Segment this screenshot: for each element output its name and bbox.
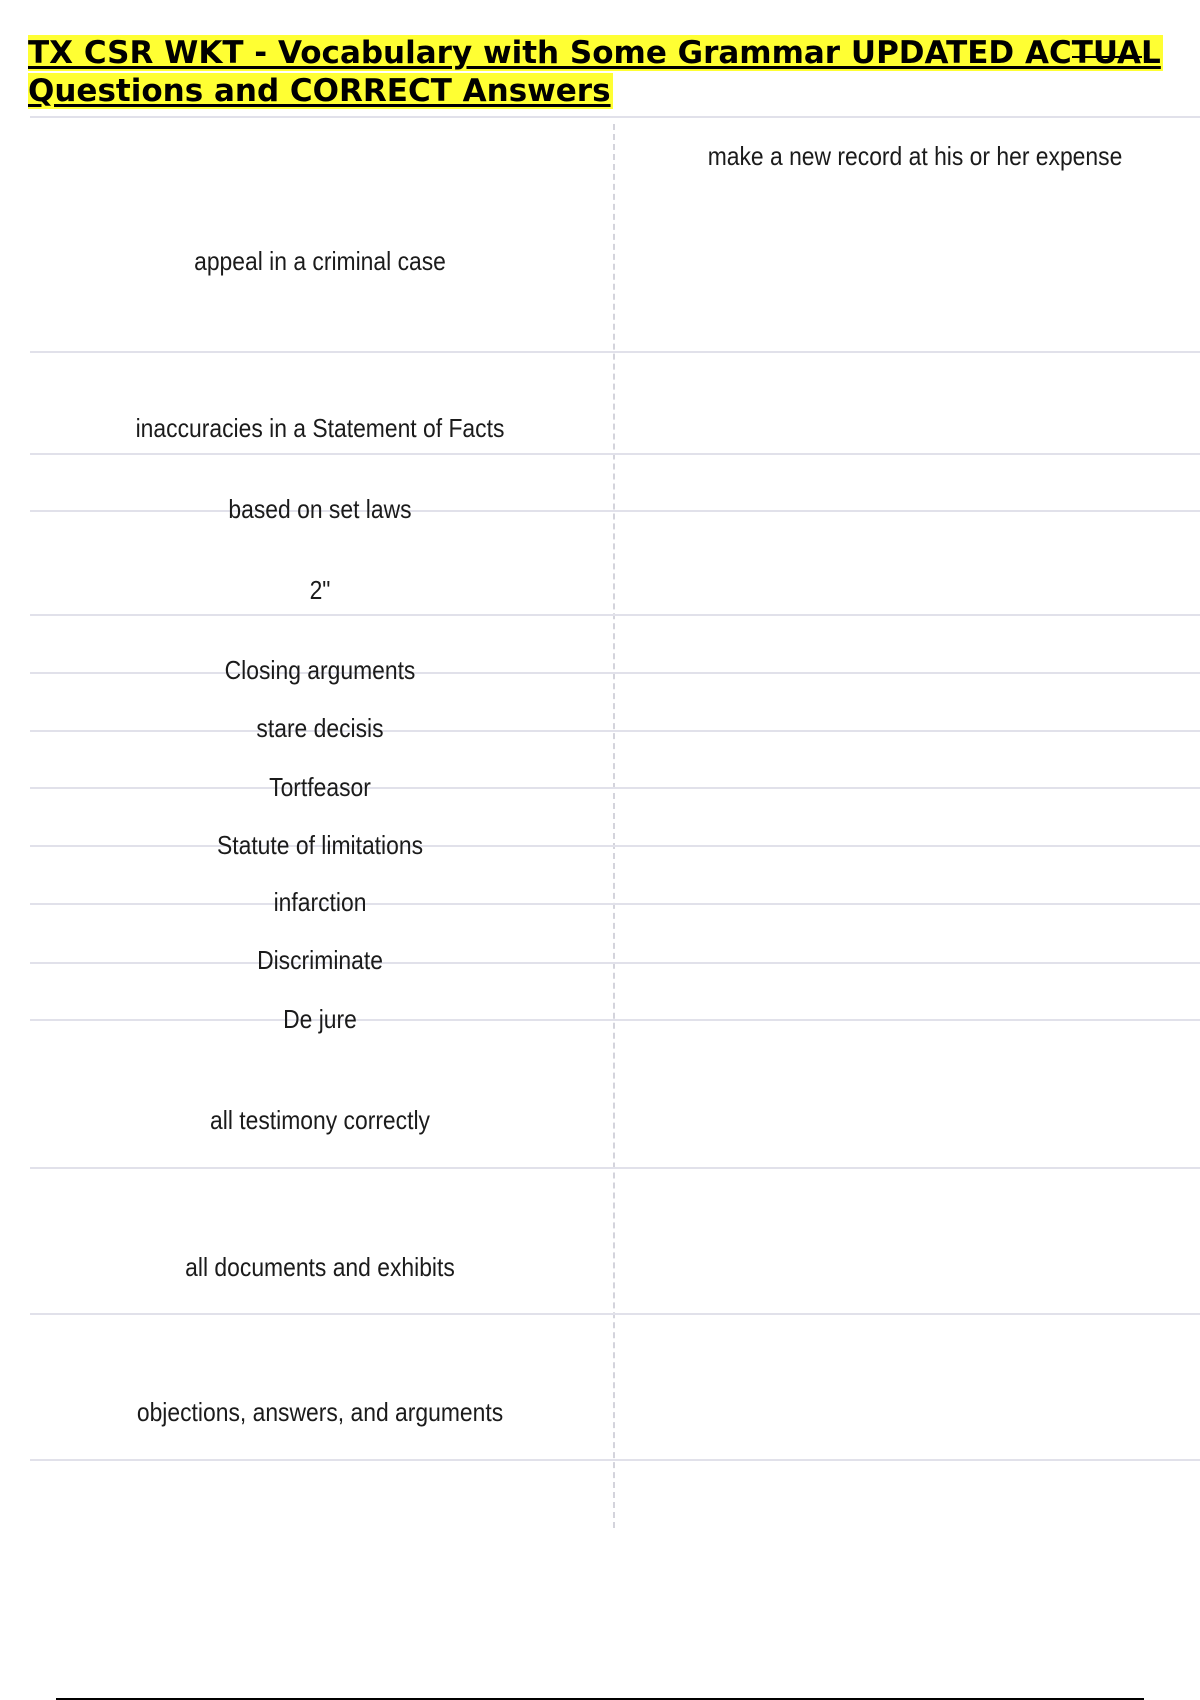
term-cell-9: infarction xyxy=(273,887,367,917)
row-rule xyxy=(30,1459,1200,1461)
term-cell-14: objections, answers, and arguments xyxy=(136,1397,504,1427)
row-rule xyxy=(30,1313,1200,1315)
title-rule xyxy=(1072,56,1142,58)
term-cell-5: Closing arguments xyxy=(224,655,416,685)
row-rule xyxy=(30,1167,1200,1169)
row-rule xyxy=(30,730,1200,732)
term-cell-6: stare decisis xyxy=(256,713,384,743)
term-cell-1: appeal in a criminal case xyxy=(194,246,446,276)
title-line-1-text: TX CSR WKT - Vocabulary with Some Grammar UPDATED ACTUAL xyxy=(28,35,1161,71)
document-title xyxy=(28,34,1161,110)
term-cell-13: all documents and exhibits xyxy=(185,1252,455,1282)
title-line-2 xyxy=(28,72,1148,110)
row-rule xyxy=(30,614,1200,616)
column-divider xyxy=(613,124,615,1528)
answer-cell-1: make a new record at his or her expense xyxy=(707,141,1123,171)
row-rule xyxy=(30,1019,1200,1021)
row-rule xyxy=(30,453,1200,455)
row-rule xyxy=(30,962,1200,964)
row-rule xyxy=(30,510,1200,512)
term-cell-7: Tortfeasor xyxy=(269,772,371,802)
term-cell-11: De jure xyxy=(283,1004,357,1034)
title-line-1 xyxy=(28,34,1161,72)
row-rule xyxy=(30,845,1200,847)
row-rule xyxy=(30,787,1200,789)
term-cell-10: Discriminate xyxy=(257,945,383,975)
term-cell-3: based on set laws xyxy=(228,494,412,524)
term-cell-12: all testimony correctly xyxy=(210,1105,430,1135)
row-rule xyxy=(30,672,1200,674)
term-cell-2: inaccuracies in a Statement of Facts xyxy=(135,413,505,443)
row-rule xyxy=(30,351,1200,353)
table-top-rule xyxy=(30,116,1200,118)
term-cell-8: Statute of limitations xyxy=(216,830,424,860)
row-rule xyxy=(30,903,1200,905)
term-cell-4: 2" xyxy=(309,575,331,605)
title-line-2-text: Questions and CORRECT Answers xyxy=(28,73,611,109)
